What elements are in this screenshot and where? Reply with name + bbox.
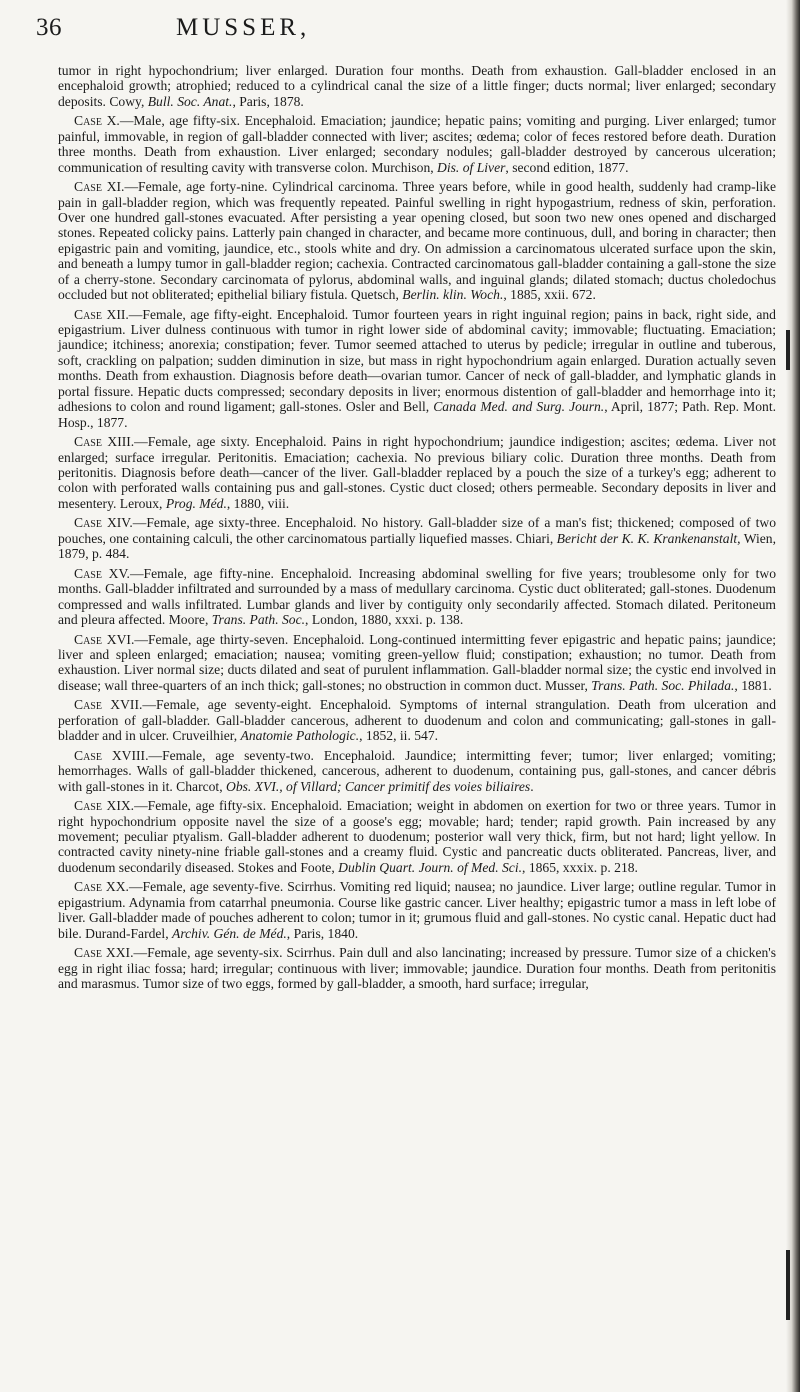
case-source: Bericht der K. K. Krankenanstalt <box>556 530 738 546</box>
case-text: —Female, age fifty-eight. Encephaloid. Tumor fourteen years in right inguinal region; pains in back, right side, and epigastrium. Liver dulness continuous with tumor in right lower side of abdominal cavity; immovable; fluctuating. Emaciation; jaundice; itchiness; anorexia; constipation; fever. Tumor seemed attached to uterus by pedicle; irregular in outline and tuberous, soft, crackling on palpation; sudden diminution in size, but mass in right hypochondrium again enlarged. Duration actually seven months. Death from exhaustion. Diagnosis before death—ovarian tumor. Cancer of neck of gall-bladder, and lymphatic glands in portal fissure. Hepatic ducts compressed; secondary deposits in liver; enormous distention of gall-bladder and hemorrhage into it; adhesions to colon and round ligament; gall-stones. Osler and Bell, <box>58 306 776 415</box>
case-paragraph <box>58 879 776 941</box>
case-text: —Female, age seventy-five. Scirrhus. Vomiting red liquid; nausea; no jaundice. Liver large; outline regular. Tumor in epigastrium. Adynamia from catarrhal pneumonia. Course like gastric cancer. Liver healthy; epigastric tumor a mass in left lobe of liver. Gall-bladder made of pouches adherent to colon; tumor in it; grumous fluid and gall-stones. No cystic canal. Hepatic duct had bile. Durand-Fardel, <box>58 879 777 941</box>
case-paragraph <box>58 179 776 302</box>
page-edge-shadow <box>786 0 800 1392</box>
case-source: Prog. Méd. <box>165 495 227 511</box>
case-text: —Male, age fifty-six. Encephaloid. Emaciation; jaundice; hepatic pains; vomiting and purging. Liver enlarged; tumor painful, immovable, in region of gall-bladder connected with liver; ascites; œdema; color of feces restored before death. Duration three months. Death from exhaustion. Liver enlarged; secondary nodules; gall-bladder destroyed by cancerous ulceration; communication of resulting cavity with transverse colon. Murchison, <box>58 113 776 175</box>
case-source: Bull. Soc. Anat. <box>147 93 233 109</box>
case-paragraph <box>58 307 776 430</box>
case-paragraph <box>58 748 776 794</box>
case-paragraph <box>58 434 776 511</box>
case-text: —Female, age seventy-six. Scirrhus. Pain dull and also lancinating; increased by pressure. Tumor size of a chicken's egg in right iliac fossa; hard; irregular; continuous with liver; immovable; jaundice. Duration four months. Death from peritonitis and marasmus. Tumor size of two eggs, formed by gall-bladder, a smooth, hard surface; irregular, <box>58 945 777 991</box>
case-text: —Female, age seventy-eight. Encephaloid. Symptoms of internal strangulation. Death from ulceration and perforation of gall-bladder. Gall-bladder cancerous, adherent to duodenum and colon and communicating; gall-stones in gall-bladder and in ulcer. Cruveilhier, <box>58 697 776 744</box>
case-source-detail: , Wien, 1879, p. 484. <box>58 530 776 562</box>
case-source-detail: , 1881. <box>734 677 772 693</box>
page-header <box>36 14 756 48</box>
case-paragraph <box>58 945 776 991</box>
case-label: Case XI. <box>74 179 125 195</box>
case-paragraph <box>58 566 776 628</box>
case-source: Trans. Path. Soc. <box>211 611 306 627</box>
case-source-detail: , April, 1877; Path. Rep. Mont. Hosp., 1877. <box>58 399 776 430</box>
case-text: —Female, age seventy-two. Encephaloid. Jaundice; intermitting fever; tumor; liver enlarged; vomiting; hemorrhages. Walls of gall-bladder thickened, cancerous, adherent to duodenum, containing pus, gall-stones, and cancer débris with gall-stones in it. Charcot, <box>58 747 776 794</box>
case-source: Canada Med. and Surg. Journ. <box>433 399 605 415</box>
case-text: —Female, age sixty. Encephaloid. Pains in right hypochondrium; jaundice indigestion; ascites; œdema. Liver not enlarged; surface irregular. Peritonitis. Emaciation; cachexia. No previous biliary colic. Duration three months. Death from peritonitis. Diagnosis before death—cancer of the liver. Gall-bladder replaced by a pouch the size of a turkey's egg; adherent to colon with perforated walls containing pus and gall-stones. Cystic duct closed; others permeable. Secondary deposits in liver and mesentery. Leroux, <box>58 434 776 511</box>
case-paragraph <box>58 697 776 743</box>
case-label: Case XX. <box>74 879 129 895</box>
case-source: Dis. of Liver <box>437 159 506 175</box>
case-source: Obs. XVI., of Villard; Cancer primitif des voies biliaires <box>226 778 531 794</box>
case-text: —Female, age sixty-three. Encephaloid. No history. Gall-bladder size of a man's fist; thickened; composed of two pouches, one containing calculi, the other carcinomatous partially liquefied masses. Chiari, <box>58 515 776 546</box>
case-source-detail: , Paris, 1878. <box>232 93 304 109</box>
case-paragraph <box>58 113 776 175</box>
case-label: Case X. <box>74 113 120 129</box>
case-label: Case XVI. <box>74 631 135 647</box>
case-paragraph <box>58 515 776 561</box>
case-source-detail: , 1852, ii. 547. <box>359 728 439 744</box>
case-source-detail: , second edition, 1877. <box>505 159 629 175</box>
case-label: Case XIII. <box>74 434 135 450</box>
case-label: Case XVIII. <box>74 747 149 763</box>
case-source: Archiv. Gén. de Méd. <box>172 925 287 941</box>
case-paragraph <box>58 798 776 875</box>
case-text: —Female, age thirty-seven. Encephaloid. Long-continued intermitting fever epigastric and hepatic pains; jaundice; liver and spleen enlarged; emaciation; nausea; vomiting green-yellow fluid; constipation; exhaustion; no tumor. Death from exhaustion. Liver normal size; ducts dilated and seat of purulent inflammation. Gall-bladder normal size; the cystic end involved in disease; wall three-quarters of an inch thick; gall-stones; no obstruction in common duct. Musser, <box>58 631 776 693</box>
case-label: Case XIX. <box>74 798 135 814</box>
case-source-detail: , 1880, viii. <box>226 495 290 511</box>
case-label: Case XXI. <box>74 945 134 961</box>
case-source: Anatomie Pathologic. <box>240 728 360 744</box>
case-source-detail: , 1865, xxxix. p. 218. <box>522 859 638 875</box>
page-number: 36 <box>36 14 62 41</box>
body-text <box>58 63 776 996</box>
case-source: Dublin Quart. Journ. of Med. Sci. <box>338 859 523 875</box>
case-label: Case XII. <box>74 306 129 322</box>
case-text: —Female, age fifty-nine. Encephaloid. Increasing abdominal swelling for five years; troublesome only for two months. Gall-bladder infiltrated and surrounded by a mass of medullary carcinoma. Cystic duct obliterated; gall-stones. Duodenum compressed and walls infiltrated. Lumbar glands and liver by contiguity only secondarily affected. Stomach dilated. Peritoneum and pleura affected. Moore, <box>58 565 776 627</box>
edge-mark <box>786 330 790 370</box>
case-text: —Female, age forty-nine. Cylindrical carcinoma. Three years before, while in good health, suddenly had cramp-like pain in gall-bladder region, which was frequently repeated. Painful swelling in right hypogastrium, redness of skin, perforation. Over one hundred gall-stones evacuated. After persisting a year opening closed, but soon two new ones opened and discharged stones. Repeated colicky pains. Latterly pain changed in character, and became more continuous, dull, and boring in character; then epigastric pain and vomiting, jaundice, etc., stools white and dry. On admission a carcinomatous ulcerated surface upon the skin, and beneath a lumpy tumor in gall-bladder region; cachexia. Contracted carcinomatous gall-bladder containing a gall-stone the size of a cherry-stone. Secondary carcinomata of pylorus, abdominal walls, and inguinal glands; dilated stomach; ductus choledochus occluded but not obliterated; epithelial biliary fistula. Quetsch, <box>58 179 776 303</box>
case-label: Case XV. <box>74 565 130 581</box>
case-label: Case XIV. <box>74 515 133 531</box>
running-head: MUSSER, <box>176 14 311 41</box>
case-source-detail: , Paris, 1840. <box>286 925 359 941</box>
case-text: —Female, age fifty-six. Encephaloid. Emaciation; weight in abdomen on exertion for two or three years. Tumor in right hypochondrium opposite navel the size of a goose's egg; movable; hard; tender; rapid growth. Pain increased by any movement; peculiar ptyalism. Gall-bladder adherent to duodenum; posterior wall very thick, firm, but not hard; light yellow. In contracted cavity ninety-nine friable gall-stones and a creamy fluid. Cystic and pancreatic ducts obliterated. Pancreas, liver, and duodenum secondarily diseased. Stokes and Foote, <box>58 798 776 875</box>
case-text: tumor in right hypochondrium; liver enlarged. Duration four months. Death from exhaustion. Gall-bladder enclosed in an encephaloid growth; atrophied; reduced to a cylindrical canal the size of a little finger; ducts normal; liver enlarged; secondary deposits. Cowy, <box>58 63 776 109</box>
case-source-detail: . <box>530 778 534 794</box>
case-source-detail: , London, 1880, xxxi. p. 138. <box>305 611 464 627</box>
case-paragraph <box>58 63 776 109</box>
case-label: Case XVII. <box>74 697 143 713</box>
case-source: Berlin. klin. Woch. <box>402 287 504 303</box>
case-paragraph <box>58 632 776 694</box>
case-source-detail: , 1885, xxii. 672. <box>503 287 596 303</box>
edge-mark <box>786 1250 790 1320</box>
case-source: Trans. Path. Soc. Philada. <box>591 677 735 693</box>
